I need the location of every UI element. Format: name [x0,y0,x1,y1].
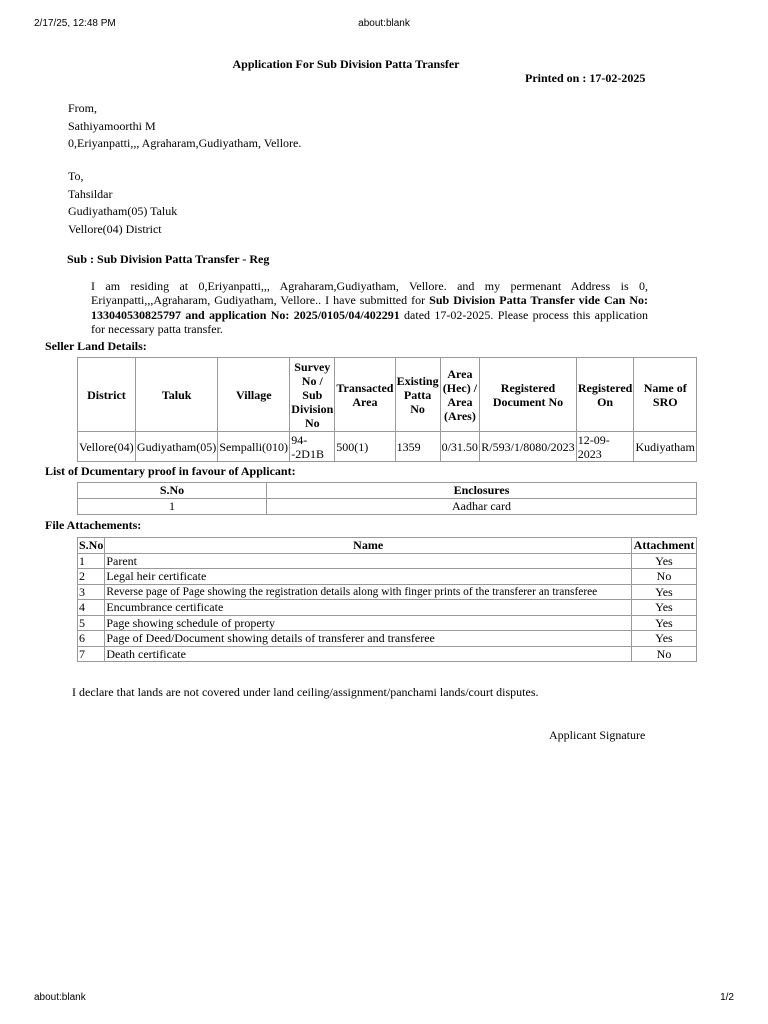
cell-file-sno: 1 [78,553,105,569]
cell-file-sno: 7 [78,646,105,662]
th-existing-patta: Existing Patta No [395,358,440,432]
cell-file-sno: 5 [78,615,105,631]
document-title: Application For Sub Division Patta Transfer [232,57,460,71]
to-address-block [68,168,177,238]
th-enclosures: Enclosures [267,483,697,499]
browser-print-footer [34,992,734,1006]
cell-survey-no: 94--2D1B [290,432,335,462]
files-header-row [78,538,697,554]
printed-on-date: Printed on : 17-02-2025 [525,71,646,85]
to-line2: Gudiyatham(05) Taluk [68,204,178,218]
cell-village: Sempalli(010) [218,432,290,462]
paragraph-text-2: dated 17-02-2025. Please process this application for necessary patta transfer. [91,307,648,337]
print-page-number: 1/2 [720,992,734,1003]
browser-print-header [34,18,734,32]
file-attachments-table [77,537,697,662]
to-label: To, [68,169,84,183]
cell-file-attachment: No [632,569,697,585]
table-row [78,631,697,647]
from-name: Sathiyamoorthi M [68,118,156,133]
cell-file-name: Page of Deed/Document showing details of transferer and transferee [105,631,632,647]
cell-file-attachment: Yes [632,553,697,569]
seller-header-row [78,358,697,432]
cell-proof-sno: 1 [78,499,267,515]
th-file-name: Name [105,538,632,554]
from-address: 0,Eriyanpatti,,, Agraharam,Gudiyatham, Vellore. [68,136,302,150]
cell-name-of-sro: Kudiyatham [634,432,697,462]
applicant-signature-label: Applicant Signature [549,728,646,742]
th-registered-on: Registered On [576,358,634,432]
cell-file-attachment: No [632,646,697,662]
paragraph-bold-reference: Sub Division Patta Transfer vide Can No: 133040530825797 and application No: 2025/0105/04/402291 [91,293,648,322]
table-row [78,553,697,569]
th-taluk: Taluk [135,358,217,432]
cell-taluk: Gudiyatham(05) [135,432,217,462]
documentary-proof-table [77,482,697,515]
proof-row [78,499,697,515]
cell-registered-on: 12-09-2023 [576,432,634,462]
th-name-of-sro: Name of SRO [634,358,697,432]
from-label: From, [68,101,98,115]
from-address-block [68,100,301,153]
seller-land-label: Seller Land Details: [45,339,147,353]
th-registered-doc: Registered Document No [480,358,576,432]
cell-file-name: Page showing schedule of property [105,615,632,631]
file-attachments-label: File Attachements: [45,518,142,532]
paragraph-text-1: I am residing at 0,Eriyanpatti,,, Agraharam,Gudiyatham, Vellore. and my permenant Address is 0, Eriyanpatti,,,Agraharam, Gudiyatham, Vellore.. I have submitted for [91,279,648,308]
th-district: District [78,358,136,432]
cell-file-name: Death certificate [105,646,632,662]
table-row [78,584,697,600]
cell-file-name: Encumbrance certificate [105,600,632,616]
cell-enclosure: Aadhar card [267,499,697,515]
cell-file-name: Parent [105,553,632,569]
print-datetime: 2/17/25, 12:48 PM [34,18,116,29]
cell-file-attachment: Yes [632,584,697,600]
th-proof-sno: S.No [78,483,267,499]
cell-existing-patta: 1359 [395,432,440,462]
seller-data-row [78,432,697,462]
cell-file-name: Legal heir certificate [105,569,632,585]
application-paragraph [91,279,648,337]
proof-header-row [78,483,697,499]
cell-area: 0/31.50 [440,432,480,462]
cell-file-sno: 2 [78,569,105,585]
th-file-sno: S.No [79,538,104,552]
th-survey-no: Survey No / Sub Division No [291,359,334,430]
cell-registered-doc: R/593/1/8080/2023 [480,432,576,462]
cell-file-attachment: Yes [632,631,697,647]
th-village: Village [218,358,290,432]
cell-file-attachment: Yes [632,615,697,631]
cell-file-sno: 4 [78,600,105,616]
cell-transacted-area: 500(1) [335,432,395,462]
cell-file-sno: 3 [78,584,105,600]
documentary-proof-label: List of Dcumentary proof in favour of Applicant: [45,464,296,478]
table-row [78,569,697,585]
table-row [78,600,697,616]
print-url-header: about:blank [358,18,410,29]
table-row [78,615,697,631]
declaration-text: I declare that lands are not covered under land ceiling/assignment/panchami lands/court disputes. [72,685,539,699]
table-row [78,646,697,662]
seller-land-table [77,357,697,462]
cell-file-name: Reverse page of Page showing the registration details along with finger prints of the transferer an transferee [105,584,632,600]
to-line3: Vellore(04) District [68,221,162,236]
cell-file-sno: 6 [78,631,105,647]
th-transacted-area: Transacted Area [335,358,395,432]
cell-file-attachment: Yes [632,600,697,616]
to-line1: Tahsildar [68,186,113,201]
th-area: Area (Hec) / Area (Ares) [440,358,480,432]
subject-line: Sub : Sub Division Patta Transfer - Reg [67,252,270,266]
print-url-footer: about:blank [34,992,86,1003]
cell-district: Vellore(04) [78,432,136,462]
th-file-attachment: Attachment [632,538,697,554]
